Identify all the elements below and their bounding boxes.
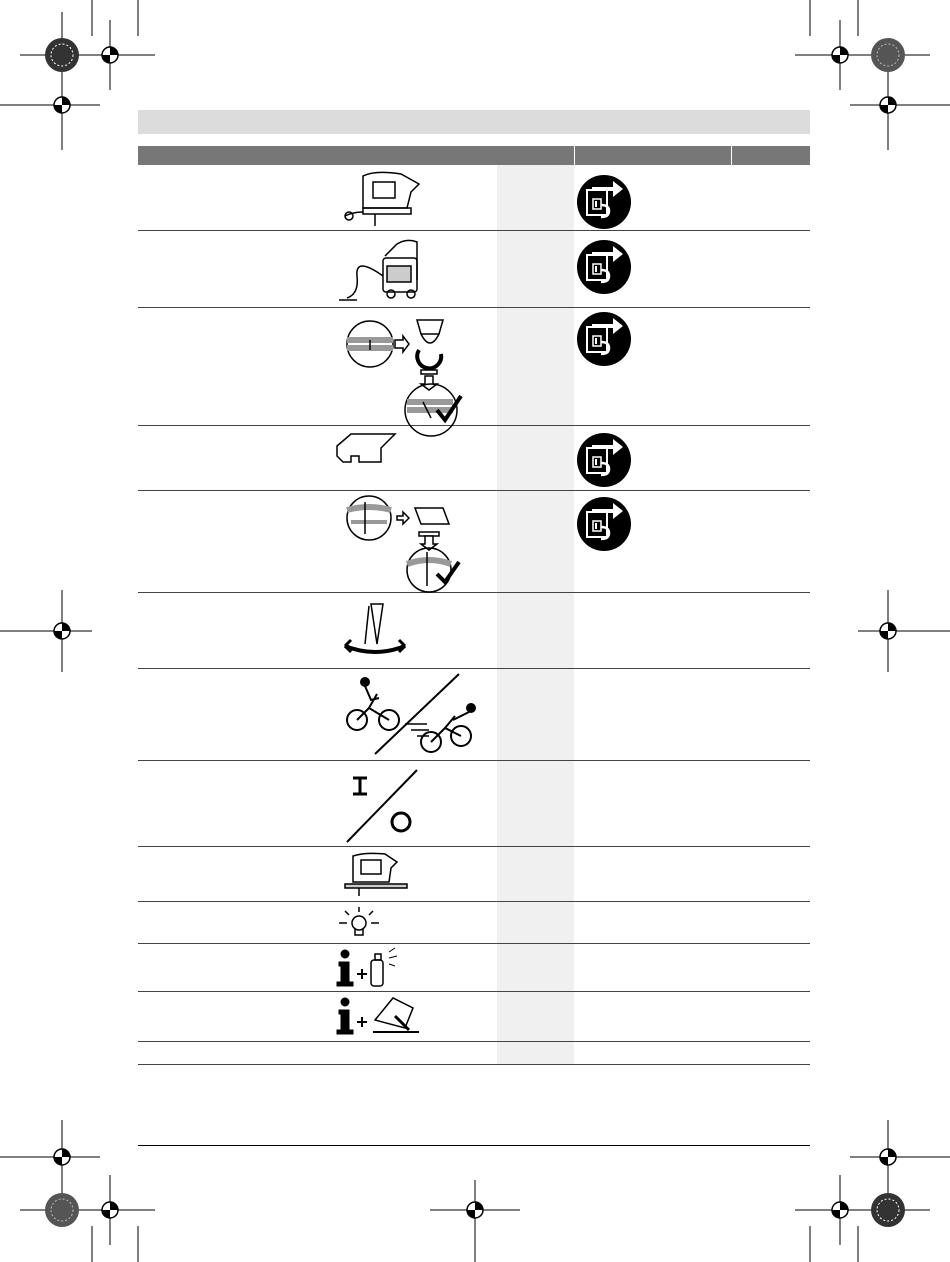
unplug-icon xyxy=(577,312,631,366)
header-divider xyxy=(574,146,575,165)
header-divider xyxy=(731,146,732,165)
footer-rule xyxy=(138,1145,810,1146)
row-divider xyxy=(138,230,810,231)
base-plate-icon xyxy=(335,430,405,470)
on-off-switch-icon xyxy=(335,764,425,844)
bevel-angle-icon xyxy=(335,596,415,664)
info-accessory-icon xyxy=(335,994,435,1038)
speed-cyclist-icon xyxy=(335,672,475,756)
splinter-guard-icon xyxy=(335,494,465,592)
row-divider xyxy=(138,760,810,761)
info-lubricant-icon xyxy=(335,946,425,988)
row-divider xyxy=(138,490,810,491)
vacuum-cleaner-icon xyxy=(335,236,425,304)
row-divider xyxy=(138,1041,810,1042)
row-divider xyxy=(138,592,810,593)
row-divider xyxy=(138,425,810,426)
unplug-icon xyxy=(577,497,631,551)
shaded-column xyxy=(497,165,574,1064)
table-header xyxy=(138,146,810,165)
jigsaw-icon xyxy=(335,168,425,228)
unplug-icon xyxy=(577,175,631,229)
row-divider xyxy=(138,991,810,992)
row-divider xyxy=(138,846,810,847)
jigsaw-cutting-icon xyxy=(335,850,415,898)
row-divider xyxy=(138,901,810,902)
row-divider xyxy=(138,307,810,308)
row-divider xyxy=(138,943,810,944)
title-band xyxy=(138,110,810,134)
unplug-icon xyxy=(577,433,631,487)
work-light-icon xyxy=(335,905,385,941)
row-divider xyxy=(138,1064,810,1065)
blade-change-icon xyxy=(335,312,475,422)
unplug-icon xyxy=(577,240,631,294)
color-target-marks xyxy=(45,38,905,1227)
row-divider xyxy=(138,668,810,669)
